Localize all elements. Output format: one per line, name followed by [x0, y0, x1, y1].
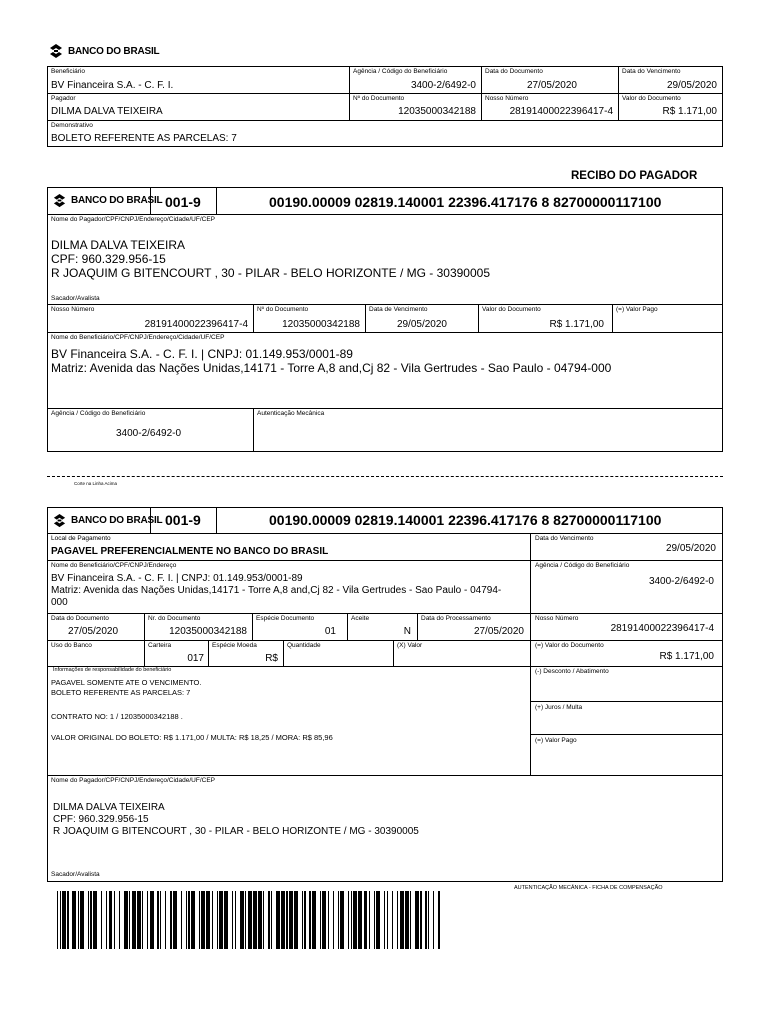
- info-line-1: PAGAVEL SOMENTE ATE O VENCIMENTO.: [51, 678, 202, 687]
- ficha-especie-documento-label: Espécie Documento: [256, 615, 315, 622]
- ficha-data-documento-label: Data do Documento: [51, 615, 109, 622]
- demonstrativo-label: Demonstrativo: [51, 122, 93, 129]
- ficha-nosso-numero-label: Nosso Número: [535, 615, 579, 622]
- info-line-2: BOLETO REFERENTE AS PARCELAS: 7: [51, 688, 191, 697]
- cut-line: [47, 476, 723, 477]
- ficha-valor-pago-label: (=) Valor Pago: [535, 737, 577, 744]
- pagador-label: Pagador: [51, 95, 76, 102]
- beneficiario-value: BV Financeira S.A. - C. F. I.: [51, 80, 174, 91]
- recibo-pagador-cpf: CPF: 960.329.956-15: [51, 252, 166, 266]
- ficha-sacador-label: Sacador/Avalista: [51, 871, 100, 878]
- recibo-pagador-address: R JOAQUIM G BITENCOURT , 30 - PILAR - BELO HORIZONTE / MG - 30390005: [51, 266, 490, 280]
- recibo-title: RECIBO DO PAGADOR: [571, 170, 698, 182]
- vencimento-value: 29/05/2020: [666, 80, 717, 91]
- cut-label: Corte na Linha Acima: [74, 481, 118, 486]
- demonstrativo-value: BOLETO REFERENTE AS PARCELAS: 7: [51, 133, 237, 144]
- especie-moeda-label: Espécie Moeda: [212, 642, 257, 649]
- numero-documento-label: Nº do Documento: [353, 95, 405, 102]
- ficha-agencia-value: 3400-2/6492-0: [648, 576, 714, 587]
- digitable-line: 00190.00009 02819.140001 22396.417176 8 82700000117100: [269, 194, 662, 210]
- barcode-bar: [440, 891, 441, 949]
- ficha-data-documento-value: 27/05/2020: [68, 626, 119, 637]
- recibo-bank-logo: [52, 193, 162, 208]
- bank-logo-icon: [52, 513, 67, 528]
- recibo-num-doc: 12035000342188: [282, 319, 360, 330]
- ficha-pagador-name: DILMA DALVA TEIXEIRA: [53, 802, 165, 813]
- ficha-nr-documento-label: Nr. do Documento: [148, 615, 201, 622]
- ficha-valor-documento-value: R$ 1.171,00: [659, 651, 714, 662]
- recibo-valor: R$ 1.171,00: [549, 319, 604, 330]
- recibo-valor-label: Valor do Documento: [482, 306, 541, 313]
- nosso-numero-label: Nosso Número: [485, 95, 529, 102]
- especie-moeda-value: R$: [265, 653, 278, 664]
- uso-banco-label: Uso do Banco: [51, 642, 92, 649]
- recibo-beneficiario-line1: BV Financeira S.A. - C. F. I. | CNPJ: 01.149.953/0001-89: [51, 347, 353, 361]
- info-line-4: VALOR ORIGINAL DO BOLETO: R$ 1.171,00 / MULTA: R$ 18,25 / MORA: R$ 85,96: [51, 733, 333, 742]
- recibo-pagador-name: DILMA DALVA TEIXEIRA: [51, 238, 186, 252]
- ficha-beneficiario-label: Nome do Beneficiário/CPF/CNPJ/Endereço: [51, 562, 177, 569]
- desconto-label: (-) Desconto / Abatimento: [535, 668, 609, 675]
- recibo-agencia: 3400-2/6492-0: [116, 428, 182, 439]
- ficha-data-processamento-label: Data do Processamento: [421, 615, 491, 622]
- data-documento-value: 27/05/2020: [526, 80, 577, 91]
- barcode: [57, 891, 442, 949]
- agencia-label: Agência / Código do Beneficiário: [353, 68, 448, 75]
- ficha-nosso-numero-value: 28191400022396417-4: [610, 623, 714, 634]
- bank-logo-icon: [48, 43, 64, 59]
- data-documento-label: Data do Documento: [485, 68, 543, 75]
- bank-logo: [48, 43, 159, 59]
- ficha-autenticacao-label: AUTENTICAÇÃO MECÂNICA - FICHA DE COMPENSAÇÃO: [514, 885, 663, 891]
- ficha-beneficiario-line2: Matriz: Avenida das Nações Unidas,14171 - Torre A,8 and,Cj 82 - Vila Gertrudes - Sao Paulo - 04794-: [51, 585, 502, 596]
- recibo-nosso-numero-label: Nosso Número: [51, 306, 95, 313]
- recibo-beneficiario-line2: Matriz: Avenida das Nações Unidas,14171 - Torre A,8 and,Cj 82 - Vila Gertrudes - Sao Paulo - 04794-000: [51, 361, 612, 375]
- bank-logo-text: BANCO DO BRASIL: [68, 45, 160, 57]
- recibo-nosso-numero: 28191400022396417-4: [144, 319, 248, 330]
- ficha-data-processamento-value: 27/05/2020: [473, 626, 524, 637]
- x-valor-label: (X) Valor: [397, 642, 423, 649]
- carteira-value: 017: [187, 653, 204, 664]
- recibo-valor-pago-label: (=) Valor Pago: [616, 306, 658, 313]
- bank-logo-text: BANCO DO BRASIL: [71, 515, 163, 526]
- recibo-autenticacao-label: Autenticação Mecânica: [257, 410, 325, 417]
- ficha-bank-logo: [52, 513, 162, 528]
- ficha-digitable-line: 00190.00009 02819.140001 22396.417176 8 82700000117100: [269, 512, 662, 528]
- ficha-vencimento-value: 29/05/2020: [665, 543, 716, 554]
- ficha-valor-documento-label: (=) Valor do Documento: [535, 642, 604, 649]
- ficha-especie-documento-value: 01: [324, 626, 336, 637]
- info-line-3: CONTRATO NO: 1 / 12035000342188 .: [51, 712, 183, 721]
- recibo-agencia-label: Agência / Código do Beneficiário: [51, 410, 146, 417]
- info-label: Informações de responsabilidade do beneficiário: [53, 667, 172, 673]
- recibo-beneficiario-label: Nome do Beneficiário/CPF/CNPJ/Endereço/Cidade/UF/CEP: [51, 334, 225, 341]
- ficha-aceite-value: N: [403, 626, 411, 637]
- recibo-vencimento: 29/05/2020: [396, 319, 447, 330]
- recibo-vencimento-label: Data de Vencimento: [369, 306, 428, 313]
- recibo-sacador-label: Sacador/Avalista: [51, 295, 100, 302]
- numero-documento-value: 12035000342188: [398, 106, 476, 117]
- ficha-agencia-label: Agência / Código do Beneficiário: [535, 562, 630, 569]
- pagador-value: DILMA DALVA TEIXEIRA: [51, 106, 163, 117]
- bank-code: 001-9: [165, 194, 201, 210]
- carteira-label: Carteira: [148, 642, 172, 649]
- ficha-beneficiario-line1: BV Financeira S.A. - C. F. I. | CNPJ: 01.149.953/0001-89: [51, 573, 303, 584]
- agencia-value: 3400-2/6492-0: [410, 80, 476, 91]
- recibo-pagador-label: Nome do Pagador/CPF/CNPJ/Endereço/Cidade/UF/CEP: [51, 216, 216, 223]
- local-pagamento-label: Local de Pagamento: [51, 535, 111, 542]
- ficha-bank-code: 001-9: [165, 512, 201, 528]
- local-pagamento-value: PAGAVEL PREFERENCIALMENTE NO BANCO DO BRASIL: [51, 546, 329, 557]
- ficha-pagador-cpf: CPF: 960.329.956-15: [53, 814, 149, 825]
- beneficiario-label: Beneficiário: [51, 68, 85, 75]
- valor-documento-label: Valor do Documento: [622, 95, 681, 102]
- bank-logo-icon: [52, 193, 67, 208]
- ficha-pagador-address: R JOAQUIM G BITENCOURT , 30 - PILAR - BELO HORIZONTE / MG - 30390005: [53, 826, 419, 837]
- recibo-num-doc-label: Nº do Documento: [257, 306, 309, 313]
- ficha-beneficiario-line3: 000: [51, 597, 68, 608]
- ficha-aceite-label: Aceite: [351, 615, 370, 622]
- quantidade-label: Quantidade: [287, 642, 321, 649]
- juros-label: (+) Juros / Multa: [535, 704, 583, 711]
- ficha-vencimento-label: Data do Vencimento: [535, 535, 594, 542]
- ficha-nr-documento-value: 12035000342188: [169, 626, 247, 637]
- valor-documento-value: R$ 1.171,00: [662, 106, 717, 117]
- vencimento-label: Data do Vencimento: [622, 68, 681, 75]
- nosso-numero-value: 28191400022396417-4: [509, 106, 613, 117]
- ficha-pagador-label: Nome do Pagador/CPF/CNPJ/Endereço/Cidade/UF/CEP: [51, 777, 216, 784]
- bank-logo-text: BANCO DO BRASIL: [71, 195, 163, 206]
